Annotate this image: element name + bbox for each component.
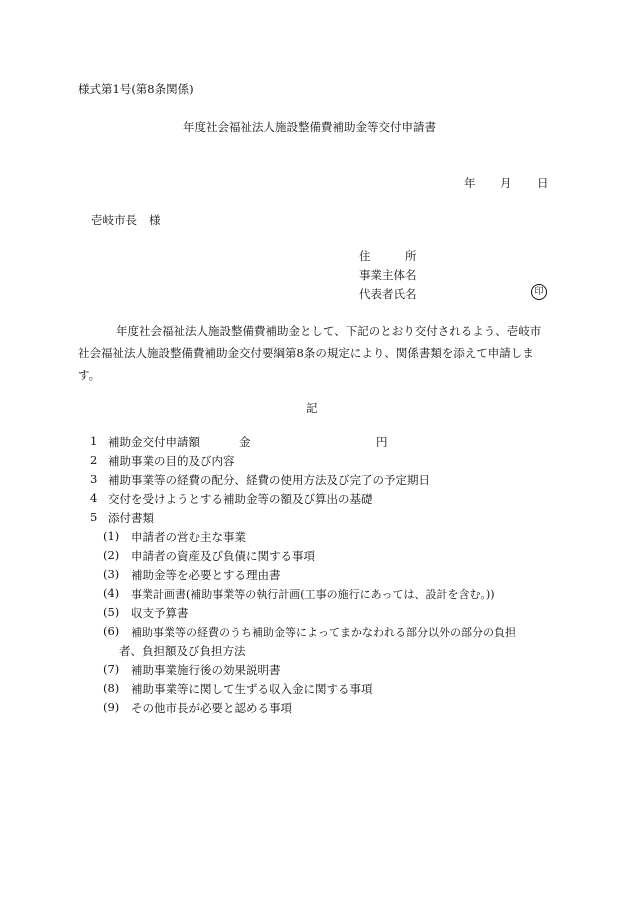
attachment-6-number: (6) bbox=[103, 624, 120, 638]
attachment-5-text: 収支予算書 bbox=[131, 606, 189, 620]
item-3-text: 補助事業等の経費の配分、経費の使用方法及び完了の予定期日 bbox=[108, 473, 430, 487]
attachment-3-text: 補助金等を必要とする理由書 bbox=[131, 568, 281, 582]
date-year-label: 年 bbox=[464, 176, 476, 190]
attachment-1-text: 申請者の営む主な事業 bbox=[131, 530, 246, 544]
attachment-6-continuation: 者、負担額及び負担方法 bbox=[119, 644, 246, 658]
item-1-text: 補助金交付申請額 bbox=[108, 435, 200, 449]
item-5-text: 添付書類 bbox=[108, 511, 154, 525]
attachment-1-number: (1) bbox=[103, 529, 120, 543]
attachment-9-number: (9) bbox=[103, 700, 120, 714]
attachment-8-number: (8) bbox=[103, 681, 120, 695]
attachment-2-text: 申請者の資産及び負債に関する事項 bbox=[131, 549, 315, 563]
item-3-number: 3 bbox=[90, 472, 98, 486]
seal-mark: 印 bbox=[531, 284, 547, 300]
date-month-label: 月 bbox=[500, 176, 512, 190]
attachment-7-text: 補助事業施行後の効果説明書 bbox=[131, 663, 281, 677]
item-4-number: 4 bbox=[90, 491, 98, 505]
attachment-4-text: 事業計画書(補助事業等の執行計画(工事の施行にあっては、設計を含む。)) bbox=[131, 588, 495, 601]
item-1-number: 1 bbox=[90, 434, 98, 448]
attachment-2-number: (2) bbox=[103, 548, 120, 562]
addressee-honorific: 様 bbox=[149, 213, 161, 227]
address-label-b: 所 bbox=[405, 249, 417, 263]
document-title: 年度社会福祉法人施設整備費補助金等交付申請書 bbox=[183, 120, 436, 134]
note-heading: 記 bbox=[306, 401, 318, 415]
item-5-number: 5 bbox=[90, 510, 98, 524]
application-body-text: 年度社会福祉法人施設整備費補助金として、下記のとおり交付されるよう、壱岐市社会福祉法人施設整備費補助金交付要綱第8条の規定により、関係書類を添えて申請します。 bbox=[78, 324, 542, 382]
item-1-currency-unit: 円 bbox=[376, 435, 388, 449]
attachment-5-number: (5) bbox=[103, 605, 120, 619]
item-2-text: 補助事業の目的及び内容 bbox=[108, 454, 235, 468]
attachment-8-text: 補助事業等に関して生ずる収入金に関する事項 bbox=[131, 682, 373, 696]
representative-label: 代表者氏名 bbox=[359, 287, 417, 301]
item-4-text: 交付を受けようとする補助金等の額及び算出の基礎 bbox=[108, 492, 373, 506]
address-label-a: 住 bbox=[359, 249, 371, 263]
attachment-4-number: (4) bbox=[103, 586, 120, 600]
item-2-number: 2 bbox=[90, 453, 98, 467]
item-1-currency-prefix: 金 bbox=[239, 435, 251, 449]
attachment-7-number: (7) bbox=[103, 662, 120, 676]
date-day-label: 日 bbox=[537, 176, 549, 190]
addressee-name: 壱岐市長 bbox=[91, 213, 137, 227]
form-number: 様式第1号(第8条関係) bbox=[78, 82, 194, 96]
attachment-3-number: (3) bbox=[103, 567, 120, 581]
attachment-9-text: その他市長が必要と認める事項 bbox=[131, 701, 292, 715]
entity-label: 事業主体名 bbox=[359, 268, 417, 282]
attachment-6-text: 補助事業等の経費のうち補助金等によってまかなわれる部分以外の部分の負担 bbox=[131, 626, 516, 639]
